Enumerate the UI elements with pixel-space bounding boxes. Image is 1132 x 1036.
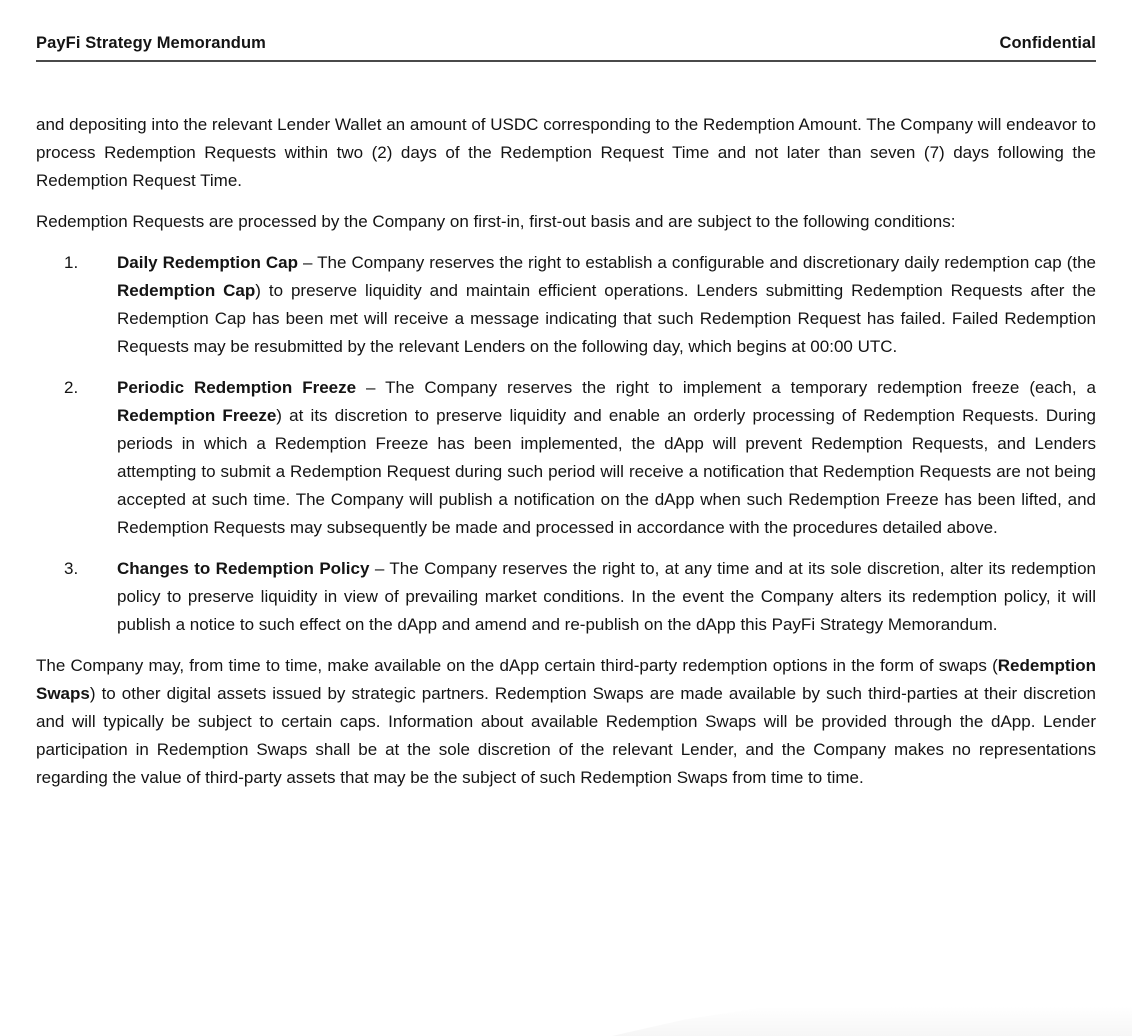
list-item (36, 374, 1096, 542)
body-text: Redemption Requests are processed by the Company on first-in, first-out basis and are subject to the following conditions: (36, 212, 956, 231)
document-body (36, 111, 1096, 792)
body-text: The Company may, from time to time, make available on the dApp certain third-party redemption options in the form of swaps ( (36, 656, 998, 675)
defined-term: Redemption Swaps (36, 656, 1096, 703)
list-item (36, 249, 1096, 361)
defined-term: Periodic Redemption Freeze (117, 378, 357, 397)
paragraph (36, 111, 1096, 195)
defined-term: Redemption Cap (117, 281, 256, 300)
list-item-number: 1. (64, 253, 79, 272)
defined-term: Redemption Freeze (117, 406, 277, 425)
list-item-text (117, 374, 1096, 542)
page-corner-shadow (612, 1006, 1132, 1036)
paragraph (36, 652, 1096, 792)
list-item-number: 3. (64, 559, 79, 578)
defined-term: Changes to Redemption Policy (117, 559, 370, 578)
body-text: – The Company reserves the right to, at any time and at its sole discretion, alter its redemption policy to preserve liquidity in view of prevailing market conditions. In the event the Company alters its redemption policy, it will publish a notice to such effect on the dApp and amend and re-publish on the dApp this PayFi Strategy Memorandum. (117, 559, 1096, 634)
body-text: – The Company reserves the right to establish a configurable and discretionary daily redemption cap (the (298, 253, 1096, 272)
page-header (36, 34, 1096, 62)
header-title: PayFi Strategy Memorandum (36, 34, 266, 52)
body-text: ) to preserve liquidity and maintain efficient operations. Lenders submitting Redemption Requests after the Redemption Cap has been met will receive a message indicating that such Redemption Request has failed. Failed Redemption Requests may be resubmitted by the relevant Lenders on the following day, which begins at 00:00 UTC. (117, 281, 1096, 356)
list-item-number: 2. (64, 378, 79, 397)
defined-term: Daily Redemption Cap (117, 253, 298, 272)
paragraph (36, 208, 1096, 236)
confidential-label: Confidential (999, 34, 1096, 52)
body-text: – The Company reserves the right to implement a temporary redemption freeze (each, a (356, 378, 1096, 397)
list-item (36, 555, 1096, 639)
list-item-text (117, 555, 1096, 639)
list-item-text (117, 249, 1096, 361)
body-text: and depositing into the relevant Lender Wallet an amount of USDC corresponding to the Redemption Amount. The Company will endeavor to process Redemption Requests within two (2) days of the Redemption Request Time and not later than seven (7) days following the Redemption Request Time. (36, 115, 1096, 190)
body-text: ) at its discretion to preserve liquidity and enable an orderly processing of Redemption Requests. During periods in which a Redemption Freeze has been implemented, the dApp will prevent Redemption Requests, and Lenders attempting to submit a Redemption Request during such period will receive a notification that Redemption Requests are not being accepted at such time. The Company will publish a notification on the dApp when such Redemption Freeze has been lifted, and Redemption Requests may subsequently be made and processed in accordance with the procedures detailed above. (117, 406, 1096, 537)
body-text: ) to other digital assets issued by strategic partners. Redemption Swaps are made available by such third-parties at their discretion and will typically be subject to certain caps. Information about available Redemption Swaps will be provided through the dApp. Lender participation in Redemption Swaps shall be at the sole discretion of the relevant Lender, and the Company makes no representations regarding the value of third-party assets that may be the subject of such Redemption Swaps from time to time. (36, 684, 1096, 787)
